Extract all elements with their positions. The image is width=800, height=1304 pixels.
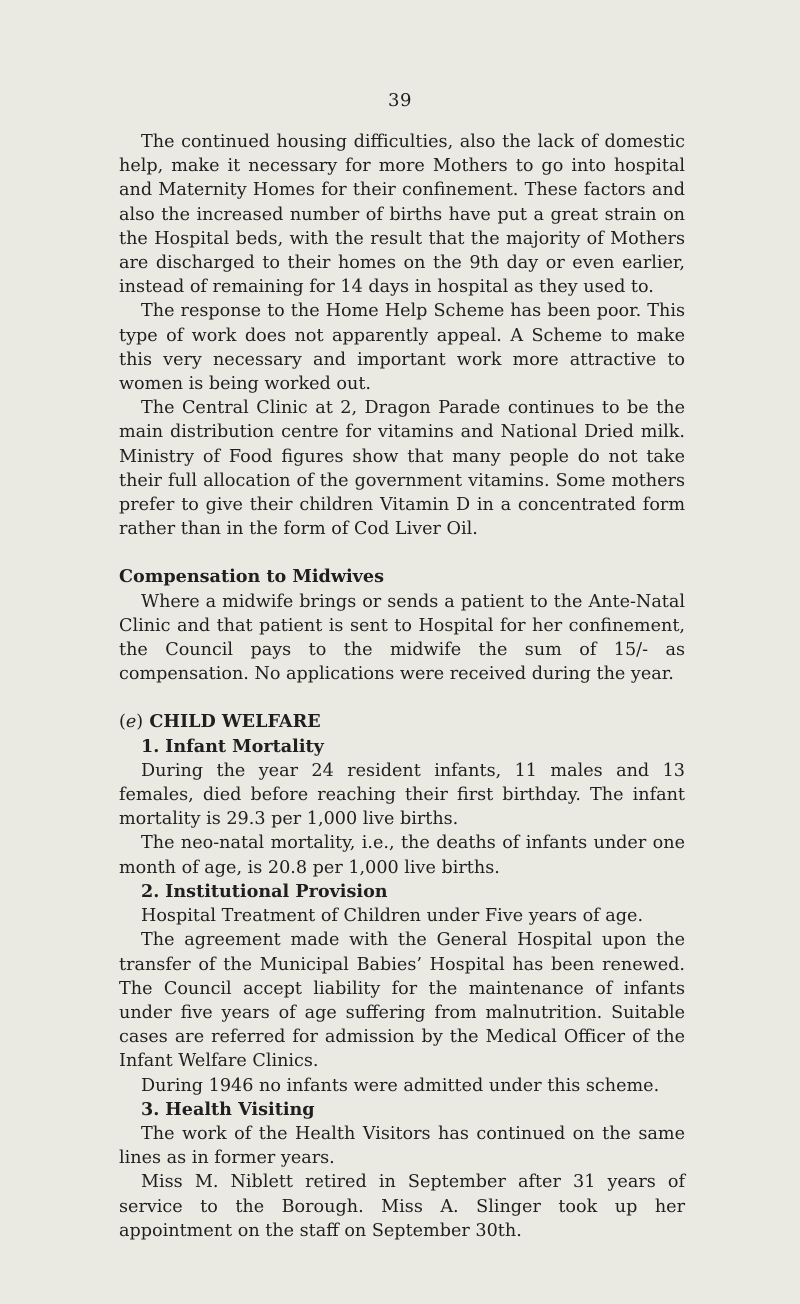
paragraph-hospital-treatment: Hospital Treatment of Children under Five years of age. — [141, 906, 644, 927]
paragraph-central-clinic: The Central Clinic at 2, Dragon Parade continues to be the main distribution centre for vitamins and National Dried milk. Ministry of Food figures show that many people do not take their full allocation of the government vitamins. Some mothers prefer to give their children Vitamin D in a concentrated form rather than in the form of Cod Liver Oil. — [119, 398, 685, 540]
paragraph-health-visitors: The work of the Health Visitors has continued on the same lines as in former years. — [119, 1123, 685, 1169]
paragraph-infant-deaths: During the year 24 resident infants, 11 males and 13 females, died before reaching their first birthday. The infant mortality is 29.3 per 1,000 live births. — [119, 760, 685, 830]
child-welfare-heading — [119, 710, 685, 734]
subsection-title: Infant Mortality — [165, 735, 324, 757]
paragraph-housing: The continued housing difficulties, also the lack of domestic help, make it necessary for more Mothers to go into hospital and Maternity Homes for their confinement. These factors and also the increased number of births have put a great strain on the Hospital beds, with the result that the majority of Mothers are discharged to their homes on the 9th day or even earlier, instead of remaining for 14 days in hospital as they used to. — [119, 132, 685, 298]
page-body — [119, 130, 685, 1243]
paragraph-midwives: Where a midwife brings or sends a patient to the Ante-Natal Clinic and that patient is sent to Hospital for her confinement, the Council pays to the midwife the sum of 15/- as compensation. No applications were received during the year. — [119, 591, 685, 685]
subsection-number: 1. — [141, 735, 160, 757]
infant-mortality-heading — [119, 735, 685, 759]
paragraph-neo-natal: The neo-natal mortality, i.e., the deaths of infants under one month of age, is 20.8 per 1,000 live births. — [119, 833, 685, 878]
section-title: CHILD WELFARE — [149, 711, 321, 733]
paragraph-home-help: The response to the Home Help Scheme has been poor. This type of work does not apparently appeal. A Scheme to make this very necessary and important work more attractive to women is being worked out. — [119, 301, 685, 395]
spacer — [119, 686, 685, 710]
health-visiting-heading — [119, 1098, 685, 1122]
paragraph-admissions-1946: During 1946 no infants were admitted under this scheme. — [141, 1075, 660, 1096]
subsection-title: Health Visiting — [165, 1098, 315, 1120]
section-label-open: ( — [119, 712, 126, 733]
subsection-title: Institutional Provision — [165, 880, 388, 902]
midwives-heading: Compensation to Midwives — [119, 566, 385, 588]
paragraph-agreement: The agreement made with the General Hospital upon the transfer of the Municipal Babies’ Hospital has been renewed. The Council accept liability for the maintenance of infants under five years of age suffering from malnutrition. Suitable cases are referred for admission by the Medical Officer of the Infant Welfare Clinics. — [119, 930, 685, 1072]
page-number: 39 — [388, 90, 412, 111]
section-label-letter: e — [125, 712, 137, 733]
section-label-close: ) — [136, 712, 144, 733]
paragraph-staff-changes: Miss M. Niblett retired in September after 31 years of service to the Borough. Miss A. Slinger took up her appointment on the staff on September 30th. — [119, 1172, 685, 1241]
spacer — [119, 541, 685, 565]
subsection-number: 2. — [141, 880, 160, 902]
institutional-heading — [119, 880, 685, 904]
subsection-number: 3. — [141, 1098, 160, 1120]
